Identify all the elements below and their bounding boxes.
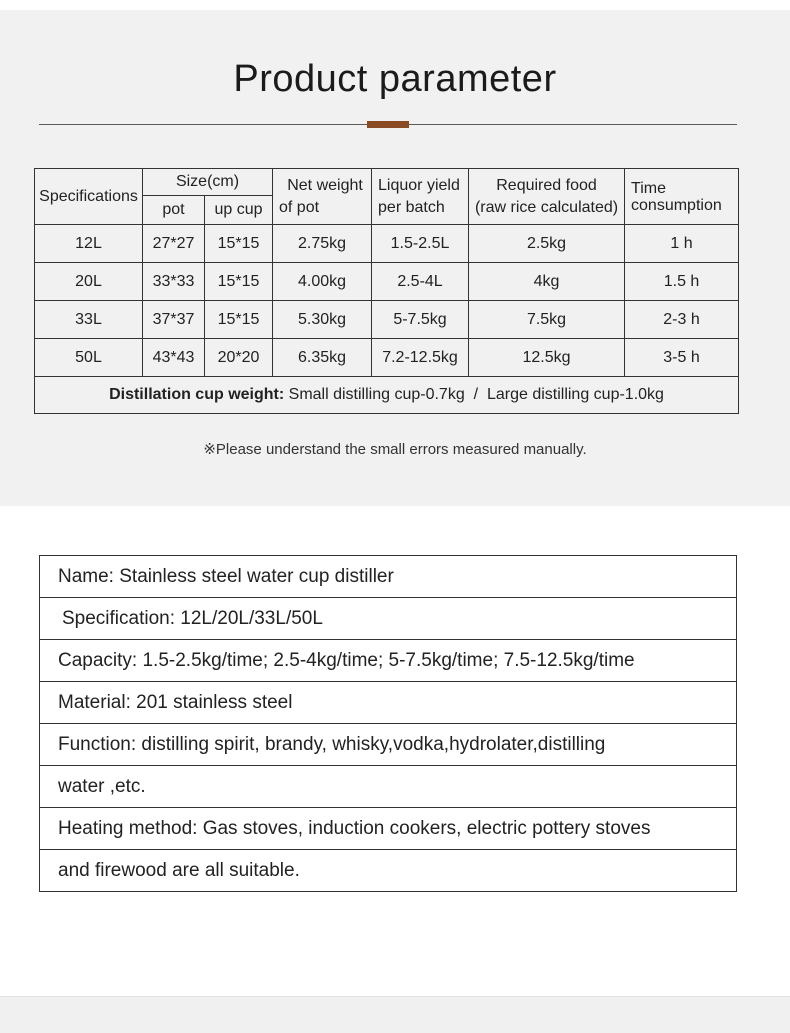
header-liquor-yield-line2: per batch (378, 198, 445, 216)
spec-table (34, 168, 739, 414)
header-required-food (469, 169, 625, 225)
header-specifications: Specifications (35, 169, 143, 225)
table-row (35, 339, 739, 377)
header-required-food-line1: Required food (496, 176, 597, 194)
header-liquor-yield (372, 169, 469, 225)
cup-weight-value: Small distilling cup-0.7kg / Large distilling cup-1.0kg (288, 386, 664, 403)
header-net-weight (273, 169, 372, 225)
cell-food: 12.5kg (469, 339, 625, 377)
info-capacity: Capacity: 1.5-2.5kg/time; 2.5-4kg/time; 5-7.5kg/time; 7.5-12.5kg/time (40, 640, 736, 682)
table-row (35, 301, 739, 339)
header-time (625, 169, 739, 225)
cell-up-cup: 15*15 (205, 301, 273, 339)
table-header-row (35, 169, 739, 196)
cell-pot: 27*27 (143, 225, 205, 263)
info-function-line2: water ,etc. (40, 766, 736, 808)
cell-net-weight: 4.00kg (273, 263, 372, 301)
cell-net-weight: 6.35kg (273, 339, 372, 377)
cell-net-weight: 2.75kg (273, 225, 372, 263)
product-info-box (39, 555, 737, 892)
info-heating-line1: Heating method: Gas stoves, induction cookers, electric pottery stoves (40, 808, 736, 850)
cell-up-cup: 15*15 (205, 263, 273, 301)
page-title: Product parameter (233, 58, 557, 100)
bottom-band (0, 996, 790, 1033)
cup-weight-label: Distillation cup weight: (109, 386, 285, 403)
info-name: Name: Stainless steel water cup distiller (40, 556, 736, 598)
table-row (35, 263, 739, 301)
cell-yield: 7.2-12.5kg (372, 339, 469, 377)
cell-time: 2-3 h (625, 301, 739, 339)
table-row (35, 225, 739, 263)
info-specification: Specification: 12L/20L/33L/50L (40, 598, 736, 640)
cell-spec: 33L (35, 301, 143, 339)
cell-food: 4kg (469, 263, 625, 301)
cell-food: 2.5kg (469, 225, 625, 263)
header-size: Size(cm) (143, 169, 273, 196)
cell-yield: 5-7.5kg (372, 301, 469, 339)
cup-weight-cell (35, 377, 739, 414)
header-time-line1: Time (631, 179, 666, 197)
header-liquor-yield-line1: Liquor yield (378, 176, 460, 194)
header-net-weight-line1: Net weight (287, 176, 363, 194)
cell-yield: 1.5-2.5L (372, 225, 469, 263)
cell-pot: 43*43 (143, 339, 205, 377)
cell-net-weight: 5.30kg (273, 301, 372, 339)
cell-pot: 33*33 (143, 263, 205, 301)
cell-up-cup: 15*15 (205, 225, 273, 263)
cell-spec: 50L (35, 339, 143, 377)
cell-spec: 12L (35, 225, 143, 263)
info-material: Material: 201 stainless steel (40, 682, 736, 724)
cell-spec: 20L (35, 263, 143, 301)
cup-weight-row (35, 377, 739, 414)
cell-pot: 37*37 (143, 301, 205, 339)
cell-yield: 2.5-4L (372, 263, 469, 301)
cell-time: 3-5 h (625, 339, 739, 377)
cell-food: 7.5kg (469, 301, 625, 339)
header-net-weight-line2: of pot (279, 198, 320, 216)
header-up-cup: up cup (205, 196, 273, 225)
header-pot: pot (143, 196, 205, 225)
title-accent-bar (367, 121, 409, 128)
disclaimer-note: ※Please understand the small errors measured manually. (203, 441, 587, 458)
header-time-line2: consumption (631, 196, 722, 214)
cell-time: 1 h (625, 225, 739, 263)
cell-time: 1.5 h (625, 263, 739, 301)
info-function-line1: Function: distilling spirit, brandy, whisky,vodka,hydrolater,distilling (40, 724, 736, 766)
cell-up-cup: 20*20 (205, 339, 273, 377)
header-required-food-line2: (raw rice calculated) (474, 198, 619, 216)
info-heating-line2: and firewood are all suitable. (58, 860, 300, 881)
